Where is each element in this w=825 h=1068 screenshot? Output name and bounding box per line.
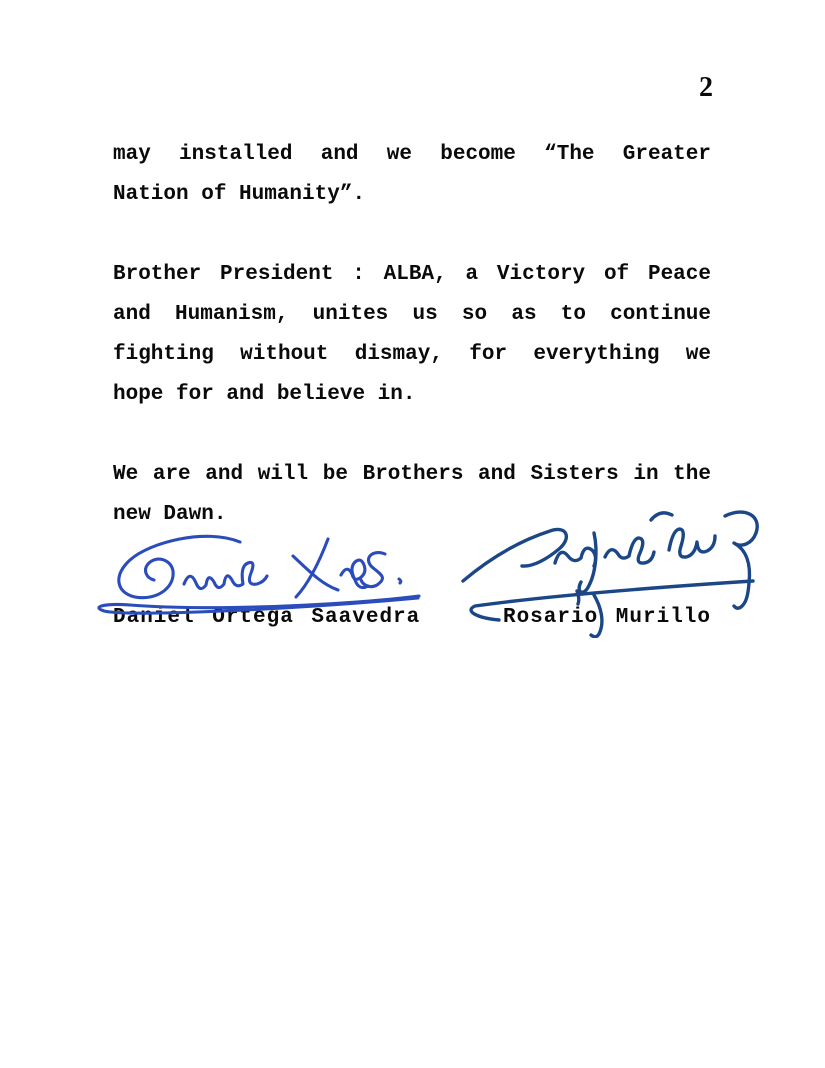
- text-line: and Humanism, unites us so as to continue: [113, 303, 711, 326]
- text-line: We are and will be Brothers and Sisters in the: [113, 463, 711, 486]
- paragraph-3: [113, 455, 711, 535]
- signatory-names-row: [113, 603, 711, 633]
- signatory-name-right: Rosario Murillo: [502, 606, 711, 629]
- text-line: may installed and we become “The Greater: [113, 143, 711, 166]
- signatory-name-left: Daniel Ortega Saavedra: [113, 606, 421, 629]
- text-line: new Dawn.: [113, 503, 227, 526]
- paragraph-1: [113, 135, 711, 215]
- text-line: Nation of Humanity”.: [113, 183, 366, 206]
- page-number: 2: [699, 72, 713, 103]
- text-line: fighting without dismay, for everything we: [113, 343, 711, 366]
- text-line: hope for and believe in.: [113, 383, 416, 406]
- paragraph-2: [113, 255, 711, 415]
- text-line: Brother President : ALBA, a Victory of Peace: [113, 263, 711, 286]
- letter-body: [113, 135, 711, 535]
